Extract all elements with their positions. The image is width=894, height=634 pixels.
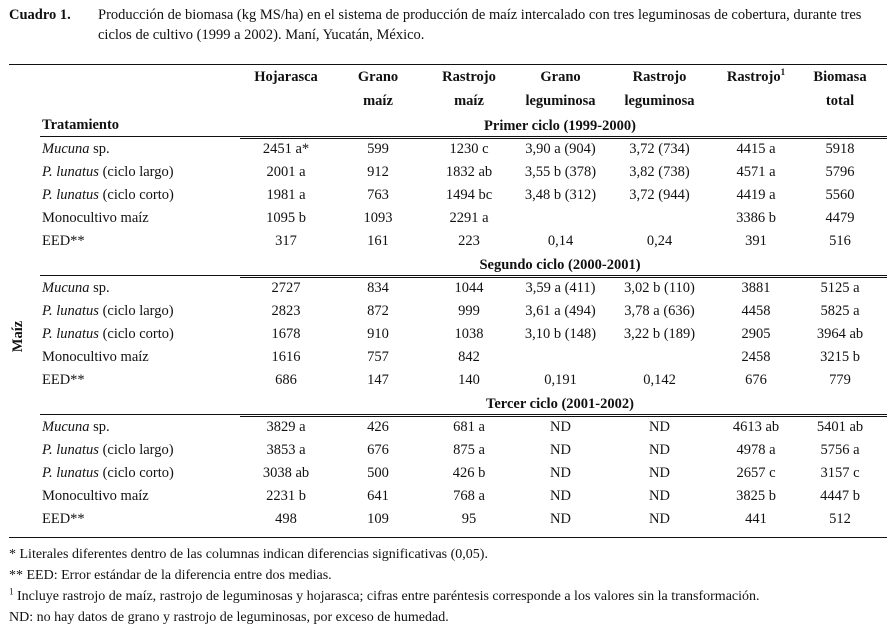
section-title: Primer ciclo (1999-2000) — [484, 118, 636, 134]
caption-label: Cuadro 1. — [9, 7, 71, 23]
header-rastrojo-leg-1: Rastrojo — [632, 69, 687, 85]
treatment-label: P. lunatus (ciclo corto) — [42, 187, 174, 203]
treatment-label: Monocultivo maíz — [42, 488, 149, 504]
table-cell: 875 a — [453, 442, 485, 458]
header-grano-leg-1: Grano — [540, 69, 581, 85]
table-cell: 5796 — [825, 164, 855, 180]
table-cell: 2231 b — [266, 488, 306, 504]
note-significance: * Literales diferentes dentro de las columnas indican diferencias significativas (0,05). — [9, 547, 488, 562]
table-cell: 3964 ab — [816, 326, 864, 342]
top-rule — [9, 64, 887, 65]
table-cell: 1494 bc — [445, 187, 493, 203]
table-cell: 1095 b — [266, 210, 306, 226]
header-grano-leg-2: leguminosa — [525, 93, 596, 109]
table-cell: ND — [550, 419, 571, 435]
table-cell: 599 — [367, 141, 389, 157]
note-rastrojo: $^1$ Incluye rastrojo de maíz, rastrojo de leguminosas y hojarasca; cifras entre paréntesis corresponde a los valores sin la transformación. — [9, 586, 760, 604]
table-cell: ND — [550, 488, 571, 504]
table-cell: 757 — [367, 349, 389, 365]
table-cell: 4447 b — [820, 488, 860, 504]
table-cell: 0,191 — [544, 372, 577, 388]
table-cell: 768 a — [453, 488, 485, 504]
table-cell: 2905 — [741, 326, 771, 342]
table-cell: 3038 ab — [262, 465, 310, 481]
table-cell: 2823 — [271, 303, 301, 319]
table-cell: 4613 ab — [732, 419, 780, 435]
treatment-label: P. lunatus (ciclo largo) — [42, 303, 174, 319]
treatment-label: Monocultivo maíz — [42, 349, 149, 365]
table-cell: 641 — [367, 488, 389, 504]
table-cell: 3,82 (738) — [629, 164, 690, 180]
header-rastrojo-maiz-1: Rastrojo — [442, 69, 496, 85]
treatment-label: EED** — [42, 372, 85, 388]
table-cell: 0,14 — [547, 233, 574, 249]
table-cell: 1832 ab — [445, 164, 493, 180]
table-cell: 3,48 b (312) — [524, 187, 597, 203]
section-rule-top — [40, 136, 887, 137]
table-cell: 4978 a — [736, 442, 776, 458]
table-cell: ND — [649, 442, 670, 458]
treatment-label: Mucuna sp. — [42, 280, 110, 296]
table-cell: 3881 — [741, 280, 771, 296]
table-cell: 3,72 (944) — [629, 187, 690, 203]
treatment-label: P. lunatus (ciclo corto) — [42, 465, 174, 481]
table-cell: 500 — [367, 465, 389, 481]
section-rule-top — [40, 275, 887, 276]
table-cell: ND — [649, 511, 670, 527]
table-cell: 1093 — [363, 210, 393, 226]
table-cell: 317 — [275, 233, 297, 249]
header-hojarasca: Hojarasca — [254, 69, 318, 85]
table-cell: 3,61 a (494) — [525, 303, 596, 319]
treatment-label: Mucuna sp. — [42, 419, 110, 435]
table-cell: 1981 a — [266, 187, 306, 203]
table-cell: 391 — [745, 233, 767, 249]
table-cell: 1044 — [454, 280, 484, 296]
table-cell: 4571 a — [736, 164, 776, 180]
header-tratamiento: Tratamiento — [42, 117, 120, 133]
table-cell: 3,72 (734) — [629, 141, 690, 157]
table-cell: 872 — [367, 303, 389, 319]
table-cell: ND — [649, 488, 670, 504]
table-cell: 3,22 b (189) — [623, 326, 696, 342]
section-title: Segundo ciclo (2000-2001) — [479, 257, 641, 273]
table-cell: 426 b — [452, 465, 486, 481]
table-cell: 3,02 b (110) — [624, 280, 695, 296]
table-cell: 3,10 b (148) — [524, 326, 597, 342]
table-cell: ND — [649, 419, 670, 435]
table-cell: 676 — [367, 442, 389, 458]
table-cell: 686 — [275, 372, 297, 388]
table-cell: 681 a — [453, 419, 485, 435]
table-cell: 5918 — [825, 141, 855, 157]
table-cell: 0,24 — [646, 233, 673, 249]
table-cell: 3,90 a (904) — [525, 141, 596, 157]
table-cell: 676 — [745, 372, 767, 388]
table-cell: 441 — [745, 511, 767, 527]
table-cell: 140 — [458, 372, 480, 388]
header-biomasa-1: Biomasa — [813, 69, 867, 85]
table-cell: 3386 b — [736, 210, 776, 226]
table-cell: 498 — [275, 511, 297, 527]
table-cell: 999 — [458, 303, 480, 319]
table-cell: 512 — [829, 511, 851, 527]
table-cell: 5756 a — [820, 442, 860, 458]
table-cell: 161 — [367, 233, 389, 249]
table-cell: 5401 ab — [816, 419, 864, 435]
table-cell: 109 — [367, 511, 389, 527]
table-cell: 3215 b — [820, 349, 860, 365]
table-cell: 1616 — [271, 349, 301, 365]
table-cell: 4479 — [825, 210, 855, 226]
table-cell: 910 — [367, 326, 389, 342]
table-cell: 5560 — [825, 187, 855, 203]
table-cell: 3157 c — [820, 465, 860, 481]
table-cell: 1678 — [271, 326, 301, 342]
table-cell: ND — [550, 511, 571, 527]
table-cell: 426 — [367, 419, 389, 435]
table-caption — [9, 5, 887, 45]
table-cell: 912 — [367, 164, 389, 180]
table-cell: 3,59 a (411) — [525, 280, 596, 296]
table-cell: ND — [550, 465, 571, 481]
treatment-label: P. lunatus (ciclo corto) — [42, 326, 174, 342]
treatment-label: Mucuna sp. — [42, 141, 110, 157]
note-eed: ** EED: Error estándar de la diferencia entre dos medias. — [9, 568, 332, 583]
table-cell: 5825 a — [820, 303, 860, 319]
header-rastrojo: Rastrojo$^1$ — [726, 67, 786, 85]
table-cell: 2291 a — [449, 210, 489, 226]
header-rastrojo-maiz-2: maíz — [454, 93, 484, 109]
table-cell: 223 — [458, 233, 480, 249]
bottom-rule — [9, 537, 887, 538]
header-biomasa-2: total — [825, 93, 855, 109]
table-notes — [9, 544, 887, 628]
header-grano-maiz-1: Grano — [357, 69, 399, 85]
caption-text: Producción de biomasa (kg MS/ha) en el sistema de producción de maíz intercalado con tres leguminosas de cobertura, durante tres ciclos de cultivo (1999 a 2002). Maní, Yucatán, México. — [98, 7, 862, 43]
header-rastrojo-leg-2: leguminosa — [624, 93, 695, 109]
treatment-label: P. lunatus (ciclo largo) — [42, 164, 174, 180]
side-label: Maíz — [10, 320, 27, 353]
table-cell: 3829 a — [266, 419, 306, 435]
table-cell: 779 — [829, 372, 851, 388]
note-nd: ND: no hay datos de grano y rastrojo de leguminosas, por exceso de humedad. — [9, 610, 449, 625]
section-title: Tercer ciclo (2001-2002) — [486, 396, 634, 412]
table-cell: 0,142 — [643, 372, 676, 388]
table-cell: 763 — [367, 187, 389, 203]
section-rule-top — [40, 414, 887, 415]
table-cell: 516 — [829, 233, 851, 249]
header-grano-maiz-2: maíz — [363, 93, 393, 109]
table-cell: 3825 b — [736, 488, 776, 504]
table-cell: 4458 — [741, 303, 771, 319]
treatment-label: EED** — [42, 511, 85, 527]
table-cell: 3,78 a (636) — [624, 303, 695, 319]
table-cell: 4419 a — [736, 187, 776, 203]
table-cell: 4415 a — [736, 141, 776, 157]
table-cell: 95 — [461, 511, 477, 527]
table-cell: 147 — [367, 372, 389, 388]
table-cell: 1038 — [454, 326, 484, 342]
table-cell: 3853 a — [266, 442, 306, 458]
table-cell: 2657 c — [736, 465, 776, 481]
table-cell: 3,55 b (378) — [524, 164, 597, 180]
treatment-label: P. lunatus (ciclo largo) — [42, 442, 174, 458]
table-cell: 1230 c — [449, 141, 489, 157]
table-cell: 2458 — [741, 349, 771, 365]
table-cell: ND — [550, 442, 571, 458]
treatment-label: Monocultivo maíz — [42, 210, 149, 226]
treatment-label: EED** — [42, 233, 85, 249]
table-cell: 2727 — [271, 280, 301, 296]
table-cell: 842 — [458, 349, 480, 365]
table-cell: ND — [649, 465, 670, 481]
table-cell: 5125 a — [820, 280, 860, 296]
table-cell: 834 — [367, 280, 389, 296]
table-cell: 2001 a — [266, 164, 306, 180]
table-cell: 2451 a* — [262, 141, 310, 157]
